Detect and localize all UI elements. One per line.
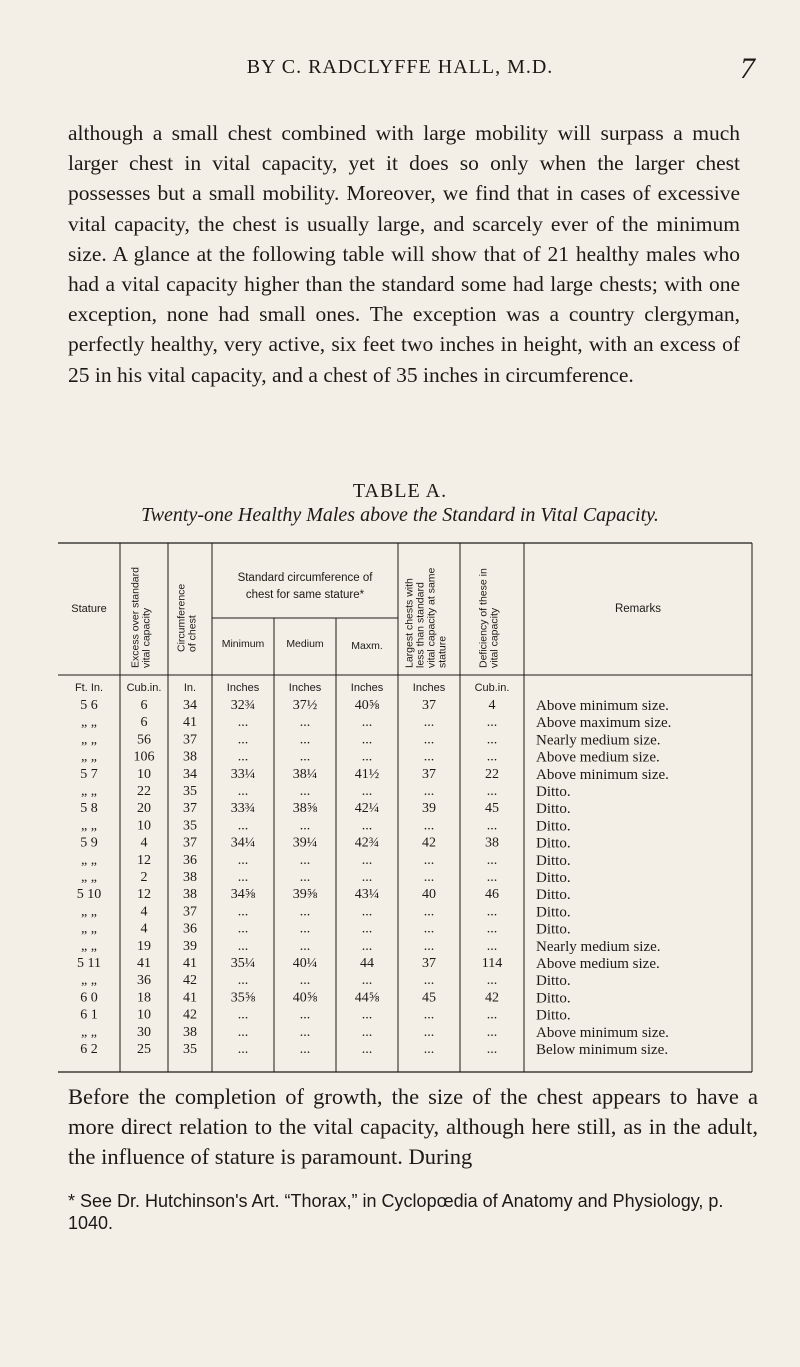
table-cell: 38 (183, 749, 197, 765)
table-cell: 39 (183, 938, 197, 954)
table-cell: ... (361, 1042, 373, 1057)
table-cell: ... (486, 715, 498, 731)
table-cell: ... (299, 973, 311, 989)
cell-remarks: Ditto. (536, 818, 571, 835)
table-cell: 4 (140, 904, 148, 920)
table-cell: 36 (183, 921, 197, 937)
table-cell: ... (299, 1007, 311, 1023)
table-cell: 38 (183, 887, 197, 903)
cell-remarks: Ditto. (536, 990, 571, 1007)
table-cell: ... (361, 1007, 373, 1023)
table-cell: ... (299, 1024, 311, 1040)
table-cell: 37 (183, 732, 197, 748)
table-cell: ... (486, 749, 498, 765)
table-cell: 37½ (292, 698, 318, 713)
cell-remarks: Ditto. (536, 1007, 571, 1024)
table-cell: ... (237, 852, 249, 868)
cell-remarks: Ditto. (536, 887, 571, 904)
table-cell: ... (361, 904, 373, 920)
header-maxm: Maxm. (351, 640, 383, 652)
table-cell: ... (361, 784, 373, 799)
cell-remarks: Ditto. (536, 870, 571, 886)
cell-stature: 5 7 (80, 766, 98, 782)
table-row (81, 1025, 669, 1041)
table-cell: 12 (137, 887, 151, 903)
cell-stature: 5 8 (80, 801, 98, 817)
table-cell: 56 (137, 732, 151, 748)
table-cell: ... (486, 1024, 498, 1040)
table-cell: ... (237, 818, 249, 834)
cell-stature: „ „ (81, 715, 97, 731)
table-cell: 38 (485, 835, 499, 851)
unit-label: Inches (226, 682, 260, 694)
table-row (77, 956, 660, 972)
table-cell: 36 (137, 973, 151, 989)
header-deficiency: vital capacity (488, 607, 501, 668)
header-excess: Excess over standard (129, 567, 142, 668)
table-cell: ... (486, 1007, 498, 1023)
table-cell: 41 (183, 715, 197, 731)
header-circumference: Circumference (175, 583, 188, 652)
table-cell: 41 (137, 956, 151, 971)
table-cell: ... (423, 732, 435, 748)
table-cell: ... (423, 818, 435, 834)
cell-remarks: Ditto. (536, 973, 571, 990)
table-cell: 12 (137, 852, 151, 868)
table-cell: 22 (485, 766, 499, 782)
table-cell: ... (237, 904, 249, 920)
cell-stature: „ „ (81, 818, 97, 834)
cell-remarks: Above medium size. (536, 956, 660, 972)
table-cell: 40 (422, 887, 436, 903)
table-cell: ... (486, 921, 498, 937)
cell-stature: „ „ (81, 921, 97, 937)
table-cell: 37 (422, 698, 436, 713)
table-cell: 35 (183, 818, 197, 834)
table-cell: ... (423, 715, 435, 731)
table-row (81, 818, 571, 834)
table-cell: 10 (137, 818, 151, 834)
table-cell: ... (361, 715, 373, 731)
cell-remarks: Above minimum size. (536, 766, 669, 783)
cell-remarks: Ditto. (536, 784, 571, 800)
table-cell: 106 (133, 749, 155, 765)
header-largest-chests: less than standard (414, 582, 427, 668)
table-cell: 34 (183, 698, 197, 713)
table-cell: 41½ (354, 766, 380, 782)
table-row (80, 1008, 570, 1024)
table-cell: 42 (183, 973, 197, 989)
cell-stature: 6 2 (80, 1042, 98, 1057)
table-cell: 114 (481, 956, 503, 971)
table-cell: 42 (422, 835, 436, 851)
table-cell: ... (423, 1007, 435, 1023)
table-cell: 41 (183, 956, 197, 971)
table-cell: 34⅝ (230, 887, 256, 903)
table-cell: ... (486, 732, 498, 748)
table-cell: 42 (183, 1007, 197, 1023)
table-cell: 40⅝ (354, 698, 380, 713)
table-cell: 41 (183, 990, 197, 1006)
header-standard-group: chest for same stature* (245, 589, 365, 601)
running-head-text: BY C. RADCLYFFE HALL, M.D. (246, 56, 554, 78)
table-cell: ... (299, 784, 311, 799)
table-cell: 46 (485, 887, 499, 903)
cell-stature: 5 10 (76, 887, 102, 903)
table-cell: ... (423, 921, 435, 937)
table-cell: ... (237, 732, 249, 748)
table-row (81, 715, 671, 731)
cell-stature: „ „ (81, 904, 97, 920)
table-cell: ... (486, 938, 498, 954)
table-cell: ... (361, 818, 373, 834)
table-cell: 35⅝ (230, 990, 256, 1006)
paragraph-text: although a small chest combined with large mobility will surpass a much larger chest in vital capacity, yet it does so only when the larger chest possesses but a small mobility. Moreover, we find that in cases of excessive vital capacity, the chest is usually large, and scarcely ever of the minimum size. A glance at the following table will show that of 21 healthy males who had a vital capacity higher than the standard some had large chests; with one exception, none had small ones. The exception was a country clergyman, perfectly healthy, very active, six feet two inches in height, with an excess of 25 in his vital capacity, and a chest of 35 inches in circumference. (68, 121, 740, 387)
table-cell: ... (299, 904, 311, 920)
table-cell: ... (423, 1024, 435, 1040)
body-paragraph-2 (68, 1082, 758, 1172)
table-cell: ... (423, 784, 435, 799)
paragraph-text: Before the completion of growth, the size of the chest appears to have a more direct relation to the vital capacity, although here still, as in the adult, the influence of stature is paramount. During (68, 1084, 758, 1169)
table-row (80, 990, 570, 1006)
table-cell: ... (299, 818, 311, 834)
table-cell: ... (361, 1024, 373, 1040)
table-body (75, 682, 671, 1058)
table-caption: TABLE A. (352, 480, 448, 502)
table-row (81, 870, 571, 886)
table-row (81, 784, 571, 800)
cell-stature: „ „ (81, 852, 97, 868)
table-cell: ... (299, 749, 311, 765)
table-cell: 34 (183, 766, 197, 782)
table-cell: ... (486, 1042, 498, 1057)
table-cell: 33¼ (230, 766, 256, 782)
table-cell: 39 (422, 801, 436, 817)
cell-remarks: Ditto. (536, 835, 571, 852)
table-cell: 44 (360, 956, 374, 971)
cell-remarks: Above medium size. (536, 749, 660, 766)
header-largest-chests: Largest chests with (403, 578, 416, 668)
table-cell: ... (299, 870, 311, 885)
table-row (81, 922, 571, 938)
table-row (81, 973, 571, 989)
table-cell: 37 (183, 801, 197, 817)
table-cell: 45 (422, 990, 436, 1006)
cell-stature: „ „ (81, 973, 97, 989)
table-cell: 35 (183, 1042, 197, 1057)
table-cell: 25 (137, 1042, 151, 1057)
table-cell: 42 (485, 990, 499, 1006)
cell-remarks: Below minimum size. (536, 1042, 669, 1058)
table-cell: ... (423, 938, 435, 954)
table-cell: ... (361, 749, 373, 765)
cell-stature: 6 0 (80, 990, 98, 1006)
header-largest-chests: vital capacity at same (425, 567, 438, 668)
table-cell: ... (423, 852, 435, 868)
table-cell: 43¼ (354, 887, 380, 903)
table-cell: 44⅝ (354, 990, 380, 1006)
table-cell: ... (237, 938, 249, 954)
header-deficiency: Deficiency of these in (477, 568, 490, 668)
cell-stature: 5 6 (80, 698, 98, 713)
table-cell: ... (237, 1042, 249, 1057)
cell-remarks: Nearly medium size. (536, 732, 661, 749)
table-cell: ... (486, 818, 498, 834)
table-cell: ... (423, 1042, 435, 1057)
unit-label: Inches (288, 682, 322, 694)
table-cell: 2 (140, 870, 148, 885)
unit-label: Ft. In. (74, 682, 104, 694)
header-minimum: Minimum (221, 638, 265, 650)
unit-label: Cub.in. (126, 682, 162, 694)
table-cell: ... (361, 938, 373, 954)
cell-remarks: Ditto. (536, 904, 571, 921)
table-subtitle: Twenty-one Healthy Males above the Standard in Vital Capacity. (141, 504, 659, 526)
cell-stature: „ „ (81, 1024, 97, 1040)
cell-stature: „ „ (81, 732, 97, 748)
table-cell: ... (299, 732, 311, 748)
header-circumference: of chest (186, 615, 199, 652)
cell-stature: 5 11 (77, 956, 101, 971)
footnote (68, 1190, 758, 1234)
table-cell: 38 (183, 870, 197, 885)
table-cell: 22 (137, 784, 151, 799)
table-cell: 33¾ (230, 801, 256, 817)
table-cell: ... (237, 749, 249, 765)
table-cell: 35¼ (230, 956, 256, 971)
header-medium: Medium (286, 638, 324, 650)
table-cell: ... (299, 938, 311, 954)
table-cell: ... (486, 852, 498, 868)
table-cell: 6 (140, 715, 148, 731)
table-cell: ... (361, 921, 373, 937)
table-cell: ... (361, 732, 373, 748)
cell-stature: 6 1 (80, 1007, 98, 1023)
table-header (71, 567, 661, 668)
table-cell: 38¼ (292, 766, 318, 782)
table-cell: 10 (137, 766, 151, 782)
table-cell: ... (237, 715, 249, 731)
table-row (80, 698, 669, 714)
table-cell: ... (423, 870, 435, 885)
table-cell: 18 (137, 990, 151, 1006)
header-remarks: Remarks (614, 603, 662, 615)
cell-stature: 5 9 (80, 835, 98, 851)
table-row (81, 853, 571, 869)
table-cell: ... (486, 870, 498, 885)
table-cell: 4 (488, 698, 496, 713)
table-cell: 39¼ (292, 835, 318, 851)
cell-stature: „ „ (81, 784, 97, 799)
table-cell: ... (299, 852, 311, 868)
table-cell: ... (299, 715, 311, 731)
table-cell: 30 (137, 1024, 151, 1040)
table-row (81, 904, 571, 920)
table-cell: 6 (140, 698, 148, 713)
cell-remarks: Ditto. (536, 921, 571, 938)
table-cell: 20 (137, 801, 151, 817)
table-cell: ... (486, 973, 498, 989)
cell-remarks: Above minimum size. (536, 1024, 669, 1041)
table-cell: 39⅝ (292, 887, 318, 903)
table-cell: 34¼ (230, 835, 256, 851)
table-row (77, 887, 571, 903)
header-largest-chests: stature (436, 635, 449, 668)
cell-stature: „ „ (81, 938, 97, 954)
table-cell: ... (237, 784, 249, 799)
table-cell: ... (299, 921, 311, 937)
table-cell: ... (361, 973, 373, 989)
table-cell: 40⅝ (292, 990, 318, 1006)
table-row (80, 767, 669, 783)
table-cell: 40¼ (292, 956, 318, 971)
unit-label: Inches (350, 682, 384, 694)
table-cell: ... (423, 973, 435, 989)
table-cell: 32¾ (230, 698, 256, 713)
cell-remarks: Ditto. (536, 801, 571, 818)
table-cell: ... (237, 870, 249, 885)
table-cell: 37 (422, 956, 436, 971)
table-cell: 42¾ (354, 835, 380, 851)
table-cell: 45 (485, 801, 499, 817)
table-cell: 37 (183, 835, 197, 851)
header-stature: Stature (71, 603, 107, 615)
table-cell: ... (361, 870, 373, 885)
table-cell: ... (486, 784, 498, 799)
table-cell: 36 (183, 852, 197, 868)
table-cell: ... (299, 1042, 311, 1057)
page-number: 7 (740, 52, 756, 85)
table-cell: 37 (422, 766, 436, 782)
cell-stature: „ „ (81, 749, 97, 765)
header-excess: vital capacity (140, 607, 153, 668)
table-cell: 35 (183, 784, 197, 799)
unit-label: In. (183, 682, 197, 694)
table-cell: 38 (183, 1024, 197, 1040)
table-cell: 4 (140, 835, 148, 851)
table-cell: ... (423, 749, 435, 765)
table-cell: 37 (183, 904, 197, 920)
table-cell: 38⅝ (292, 801, 318, 817)
table-cell: 42¼ (354, 801, 380, 817)
table-cell: 10 (137, 1007, 151, 1023)
cell-remarks: Ditto. (536, 852, 571, 869)
unit-label: Cub.in. (474, 682, 510, 694)
cell-remarks: Nearly medium size. (536, 938, 661, 955)
table-cell: ... (423, 904, 435, 920)
cell-remarks: Above minimum size. (536, 698, 669, 714)
table-row (80, 836, 570, 852)
table-cell: ... (237, 973, 249, 989)
footnote-text: * See Dr. Hutchinson's Art. “Thorax,” in Cyclopœdia of Anatomy and Physiology, p. 1040. (68, 1191, 724, 1233)
table-cell: ... (361, 852, 373, 868)
table-cell: 19 (137, 938, 151, 954)
table-cell: 4 (140, 921, 148, 937)
cell-remarks: Above maximum size. (536, 715, 672, 732)
unit-label: Inches (412, 682, 446, 694)
table-row (80, 801, 570, 817)
table-cell: ... (237, 1024, 249, 1040)
table-cell: ... (237, 1007, 249, 1023)
header-standard-group: Standard circumference of (237, 572, 373, 584)
cell-stature: „ „ (81, 870, 97, 885)
table-cell: ... (486, 904, 498, 920)
table-cell: ... (237, 921, 249, 937)
